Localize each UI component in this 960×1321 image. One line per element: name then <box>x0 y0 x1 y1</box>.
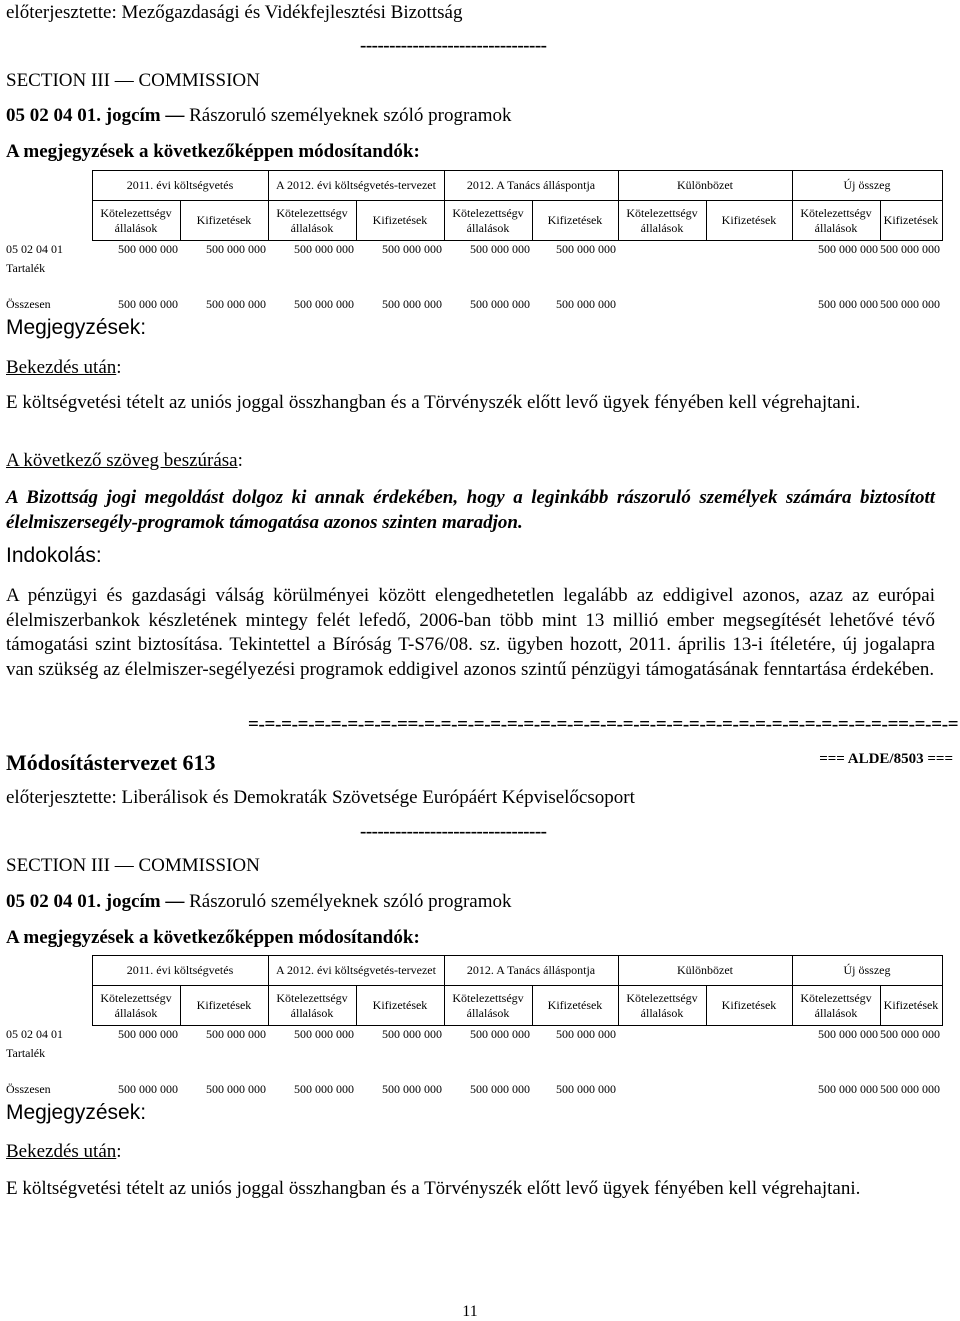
table-cell: 500 000 000 <box>818 297 878 311</box>
jogcim-title: Rászoruló személyeknek szóló programok <box>189 105 512 126</box>
table-cell: 500 000 000 <box>818 1027 878 1042</box>
table-cell: 500 000 000 <box>294 242 354 257</box>
jogcim-title-2: Rászoruló személyeknek szóló programok <box>189 891 512 912</box>
group-header: A 2012. évi költségvetés-tervezet <box>268 171 444 201</box>
page-number: 11 <box>462 1303 478 1320</box>
table-cell: 500 000 000 <box>118 242 178 257</box>
table-cell: 500 000 000 <box>382 1082 442 1096</box>
table-cell: 500 000 000 <box>206 1027 266 1042</box>
column-header-payments: Kifizetések <box>356 986 444 1026</box>
column-header-commitments: Kötelezettségv állalások <box>444 986 532 1026</box>
table-cell: 500 000 000 <box>556 242 616 257</box>
table-cell: 500 000 000 <box>818 242 878 257</box>
column-header-payments: Kifizetések <box>706 986 792 1026</box>
total-label: Összesen <box>6 297 51 311</box>
after-paragraph-colon-2: : <box>116 1141 122 1162</box>
submitter-line: előterjesztette: Mezőgazdasági és Vidékfejlesztési Bizottság <box>6 2 463 23</box>
table-cell: 500 000 000 <box>880 242 940 257</box>
section-line-2: SECTION III — COMMISSION <box>6 855 260 876</box>
notes-heading-2: Megjegyzések: <box>6 1101 147 1124</box>
column-header-commitments: Kötelezettségv állalások <box>618 201 706 241</box>
after-paragraph-line <box>6 357 122 379</box>
note-text-2: E költségvetési tételt az uniós joggal összhangban és a Törvényszék előtt levő ügyek fényében kell végrehajtani. <box>6 1178 861 1199</box>
table-cell: 500 000 000 <box>382 1027 442 1042</box>
group-header: 2011. évi költségvetés <box>92 956 268 986</box>
dash-rule: -------------------------------- <box>360 35 547 56</box>
column-header-payments: Kifizetések <box>356 201 444 241</box>
table-cell <box>706 1081 792 1099</box>
budget-table <box>6 170 943 314</box>
table-cell: 500 000 000 <box>206 1082 266 1096</box>
column-header-payments: Kifizetések <box>532 201 618 241</box>
row-label: 05 02 04 01 <box>6 1027 63 1041</box>
group-header: Különbözet <box>618 171 792 201</box>
modify-line: A megjegyzések a következőképpen módosítandók: <box>6 141 420 162</box>
table-cell: 500 000 000 <box>470 1027 530 1042</box>
column-header-commitments: Kötelezettségv állalások <box>92 201 180 241</box>
after-paragraph-label: Bekezdés után <box>6 357 117 378</box>
separator-line: =-=-=-=-=-=-=-=-=-==-=-=-=-=-=-=-=-=-=-=-=-=-=-=-=-=-=-=-=-=-=-=-=-=-=-=-=-=-==-=-=-= <box>248 714 959 735</box>
dash-rule-2: -------------------------------- <box>360 821 547 842</box>
jogcim-code: 05 02 04 01. jogcím <box>6 105 161 126</box>
group-header: 2011. évi költségvetés <box>92 171 268 201</box>
jogcim-dash-2: — <box>165 891 185 912</box>
column-header-payments: Kifizetések <box>180 986 268 1026</box>
table-cell: 500 000 000 <box>556 1082 616 1096</box>
table-cell: 500 000 000 <box>294 1027 354 1042</box>
after-paragraph-label-2: Bekezdés után <box>6 1141 117 1162</box>
table-cell: 500 000 000 <box>880 1027 940 1042</box>
modify-line-2: A megjegyzések a következőképpen módosítandók: <box>6 927 420 948</box>
submitter-line-2: előterjesztette: Liberálisok és Demokraták Szövetsége Európáért Képviselőcsoport <box>6 787 635 808</box>
row-label: 05 02 04 01 <box>6 242 63 256</box>
reserve-label: Tartalék <box>6 261 46 275</box>
table-cell: 500 000 000 <box>470 242 530 257</box>
insert-colon: : <box>237 450 243 471</box>
jogcim-line <box>6 105 512 127</box>
table-cell: 500 000 000 <box>556 297 616 311</box>
table-cell <box>618 241 706 259</box>
column-header-commitments: Kötelezettségv állalások <box>444 201 532 241</box>
jogcim-line-2 <box>6 891 512 913</box>
amendment-ref: === ALDE/8503 === <box>819 751 953 767</box>
table-cell <box>618 1081 706 1099</box>
table-cell <box>618 1026 706 1044</box>
section-line: SECTION III — COMMISSION <box>6 70 260 91</box>
group-header: Különbözet <box>618 956 792 986</box>
group-header: 2012. A Tanács álláspontja <box>444 956 618 986</box>
after-paragraph-colon: : <box>116 357 122 378</box>
note-text: E költségvetési tételt az uniós joggal összhangban és a Törvényszék előtt levő ügyek fényében kell végrehajtani. <box>6 392 861 413</box>
column-header-payments: Kifizetések <box>880 986 942 1026</box>
table-cell <box>618 296 706 314</box>
group-header: A 2012. évi költségvetés-tervezet <box>268 956 444 986</box>
column-header-commitments: Kötelezettségv állalások <box>792 201 880 241</box>
justification-heading: Indokolás: <box>6 544 102 567</box>
table-cell <box>706 241 792 259</box>
column-header-payments: Kifizetések <box>532 986 618 1026</box>
budget-table-2 <box>6 955 943 1099</box>
table-cell: 500 000 000 <box>382 297 442 311</box>
table-cell: 500 000 000 <box>294 1082 354 1096</box>
column-header-commitments: Kötelezettségv állalások <box>268 986 356 1026</box>
table-cell <box>706 1026 792 1044</box>
insert-text: A Bizottság jogi megoldást dolgoz ki annak érdekében, hogy a leginkább rászoruló személyek számára biztosított élelmiszersegély-programok támogatása azonos szinten maradjon. <box>6 487 935 533</box>
jogcim-code-2: 05 02 04 01. jogcím <box>6 891 161 912</box>
total-label: Összesen <box>6 1082 51 1096</box>
column-header-payments: Kifizetések <box>880 201 942 241</box>
table-cell: 500 000 000 <box>880 1082 940 1096</box>
table-cell: 500 000 000 <box>556 1027 616 1042</box>
column-header-commitments: Kötelezettségv állalások <box>92 986 180 1026</box>
amendment-title: Módosítástervezet 613 <box>6 750 216 775</box>
table-cell: 500 000 000 <box>880 297 940 311</box>
table-cell: 500 000 000 <box>294 297 354 311</box>
column-header-payments: Kifizetések <box>706 201 792 241</box>
table-cell <box>706 296 792 314</box>
table-cell: 500 000 000 <box>382 242 442 257</box>
table-cell: 500 000 000 <box>470 1082 530 1096</box>
column-header-payments: Kifizetések <box>180 201 268 241</box>
table-cell: 500 000 000 <box>470 297 530 311</box>
table-cell: 500 000 000 <box>118 1027 178 1042</box>
column-header-commitments: Kötelezettségv állalások <box>792 986 880 1026</box>
table-cell: 500 000 000 <box>206 242 266 257</box>
column-header-commitments: Kötelezettségv állalások <box>618 986 706 1026</box>
column-header-commitments: Kötelezettségv állalások <box>268 201 356 241</box>
group-header: Új összeg <box>792 956 942 986</box>
table-cell: 500 000 000 <box>818 1082 878 1096</box>
table-cell: 500 000 000 <box>206 297 266 311</box>
table-cell: 500 000 000 <box>118 297 178 311</box>
group-header: Új összeg <box>792 171 942 201</box>
notes-heading: Megjegyzések: <box>6 316 147 339</box>
jogcim-dash: — <box>165 105 185 126</box>
justification-text: A pénzügyi és gazdasági válság körülményei között elengedhetetlen legalább az eddigivel azonos, azaz az európai élelmiszerbankok készletének mintegy felét lefedő, 2006-ban több mint 13 millió ember megsegítését lehetővé tévő támogatási szint biztosítása. Tekintettel a Bíróság T-S76/08. sz. ügyben hozott, 2011. április 13-i ítéletére, új jogalapra van szükség az élelmiszer-segélyezési programok eddigivel azonos szintű pénzügyi támogatásának fenntartása érdekében. <box>6 585 935 680</box>
insert-line <box>6 450 243 472</box>
reserve-label: Tartalék <box>6 1046 46 1060</box>
group-header: 2012. A Tanács álláspontja <box>444 171 618 201</box>
after-paragraph-line-2 <box>6 1141 122 1163</box>
insert-label: A következő szöveg beszúrása <box>6 450 238 471</box>
table-cell: 500 000 000 <box>118 1082 178 1096</box>
